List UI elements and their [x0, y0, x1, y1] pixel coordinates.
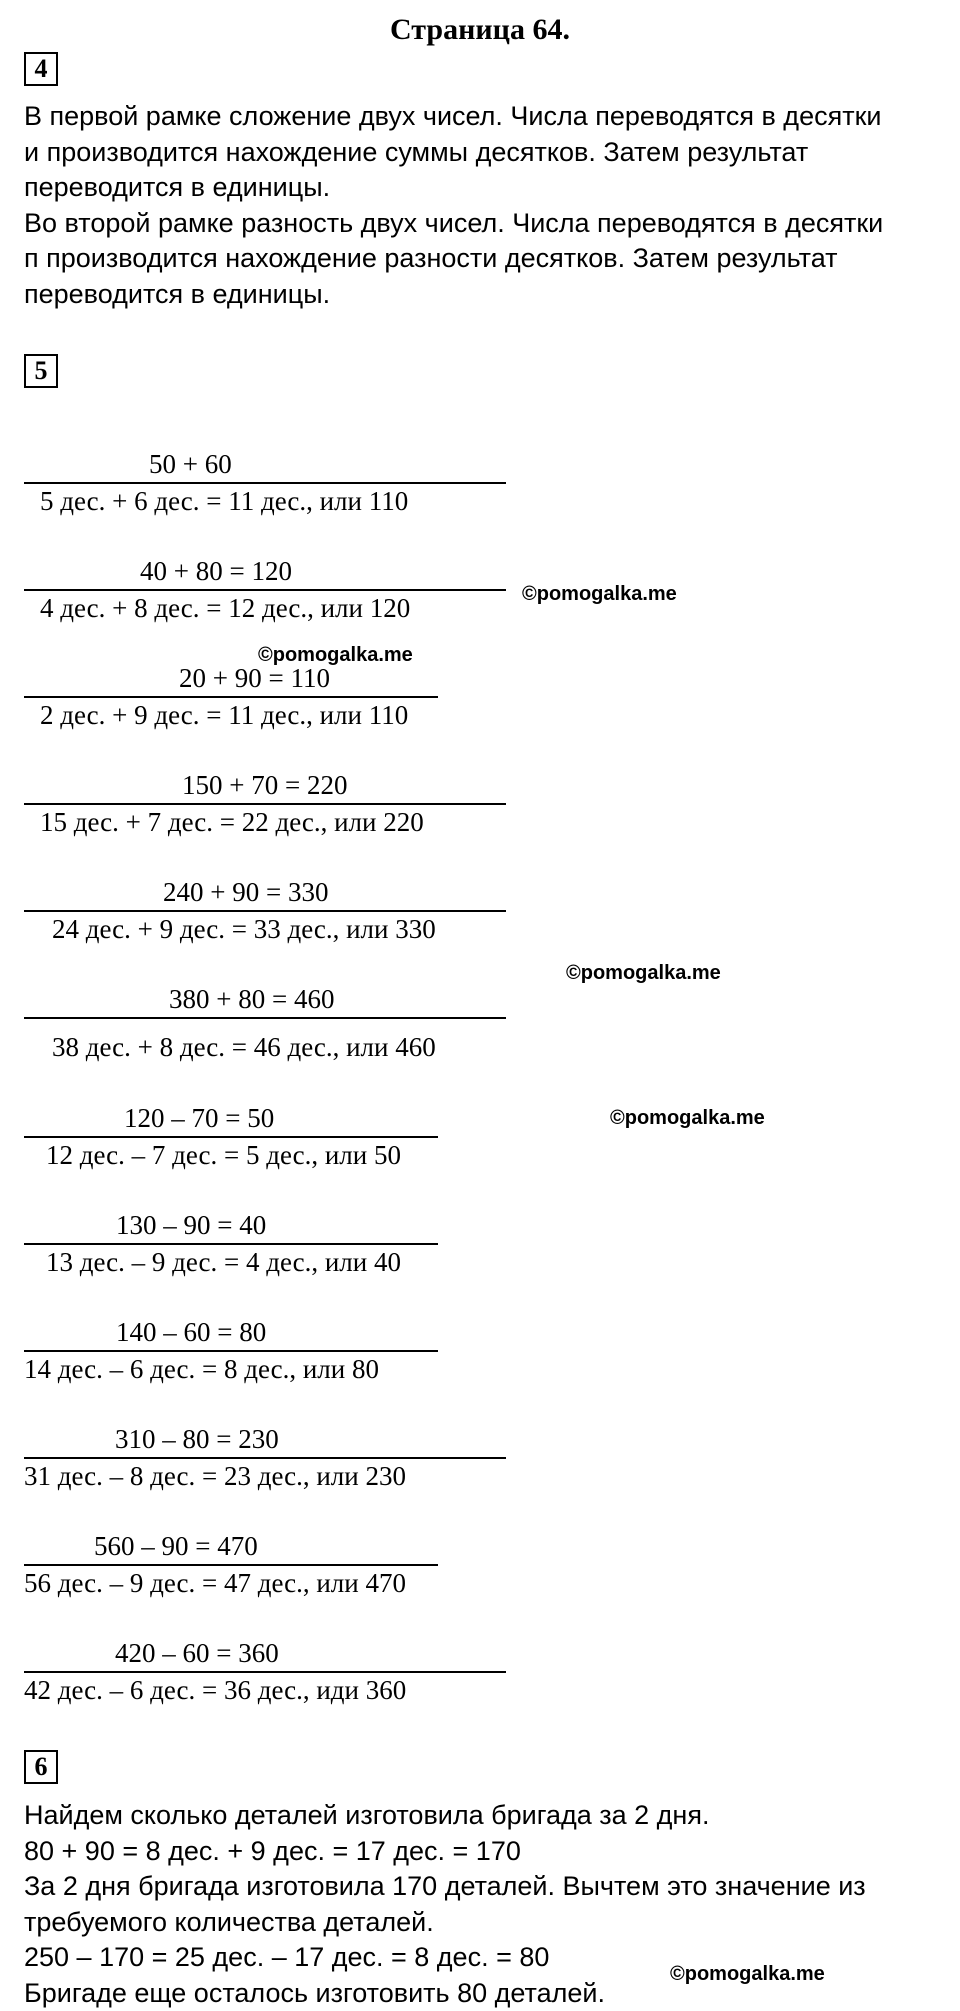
task-4-line: переводится в единицы. [24, 278, 331, 309]
watermark: ©pomogalka.me [522, 583, 677, 605]
exercise-solution: 42 дес. – 6 дес. = 36 дес., иди 360 [24, 1675, 407, 1705]
task-4-line: и производится нахождение суммы десятков. Затем результат [24, 136, 809, 167]
exercise-solution: 56 дес. – 9 дес. = 47 дес., или 470 [24, 1568, 406, 1598]
watermark: ©pomogalka.me [670, 1963, 825, 1985]
task-6-line: 80 + 90 = 8 дес. + 9 дес. = 17 дес. = 170 [24, 1835, 521, 1866]
exercise-expression: 120 – 70 = 50 [124, 1103, 275, 1133]
exercise-solution: 12 дес. – 7 дес. = 5 дес., или 50 [46, 1140, 401, 1170]
fraction-line [24, 1017, 506, 1019]
task-4-line: п производится нахождение разности десятков. Затем результат [24, 243, 838, 273]
exercise-expression: 150 + 70 = 220 [182, 770, 348, 800]
task-4-line: Во второй рамке разность двух чисел. Числа переводятся в десятки [24, 207, 884, 238]
exercise-expression: 380 + 80 = 460 [169, 984, 335, 1014]
task-4-text [24, 99, 944, 312]
task-6-number: 6 [24, 1750, 58, 1784]
task-6-line: требуемого количества деталей. [24, 1906, 434, 1937]
exercise-solution: 31 дес. – 8 дес. = 23 дес., или 230 [24, 1461, 406, 1491]
exercise-expression: 130 – 90 = 40 [116, 1210, 267, 1240]
exercise-expression: 50 + 60 [149, 449, 232, 479]
exercise-expression: 40 + 80 = 120 [140, 556, 292, 586]
exercise-solution: 4 дес. + 8 дес. = 12 дес., или 120 [40, 593, 411, 623]
watermark: ©pomogalka.me [258, 644, 413, 666]
exercise-solution: 24 дес. + 9 дес. = 33 дес., или 330 [52, 914, 436, 944]
task-4-line: В первой рамке сложение двух чисел. Числа переводятся в десятки [24, 101, 882, 131]
exercise-expression: 240 + 90 = 330 [163, 877, 329, 907]
page-title: Страница 64. [390, 13, 570, 46]
task-6-line: 250 – 170 = 25 дес. – 17 дес. = 8 дес. = 80 [24, 1942, 550, 1972]
task-6-line: Найдем сколько деталей изготовила бригада за 2 дня. [24, 1800, 710, 1830]
exercise-solution: 2 дес. + 9 дес. = 11 дес., или 110 [40, 700, 409, 730]
task-6-line: За 2 дня бригада изготовила 170 деталей. Вычтем это значение из [24, 1871, 866, 1901]
exercise-solution: 15 дес. + 7 дес. = 22 дес., или 220 [40, 807, 424, 837]
exercise-solution: 14 дес. – 6 дес. = 8 дес., или 80 [24, 1354, 379, 1384]
task-6-line: Бригаде еще осталось изготовить 80 деталей. [24, 1977, 605, 2008]
watermark: ©pomogalka.me [610, 1107, 765, 1129]
task-4-number: 4 [24, 52, 58, 86]
exercise-expression: 140 – 60 = 80 [116, 1317, 267, 1347]
exercise-expression: 420 – 60 = 360 [115, 1638, 279, 1668]
exercise-expression: 310 – 80 = 230 [115, 1424, 279, 1454]
exercise-expression: 560 – 90 = 470 [94, 1531, 258, 1561]
exercise-expression: 20 + 90 = 110 [179, 663, 330, 693]
exercise-solution: 5 дес. + 6 дес. = 11 дес., или 110 [40, 486, 409, 516]
exercise-solution: 13 дес. – 9 дес. = 4 дес., или 40 [46, 1247, 401, 1277]
watermark: ©pomogalka.me [566, 962, 721, 984]
task-5-number: 5 [24, 354, 58, 388]
task-4-line: переводится в единицы. [24, 172, 331, 202]
exercise-solution: 38 дес. + 8 дес. = 46 дес., или 460 [52, 1032, 436, 1062]
